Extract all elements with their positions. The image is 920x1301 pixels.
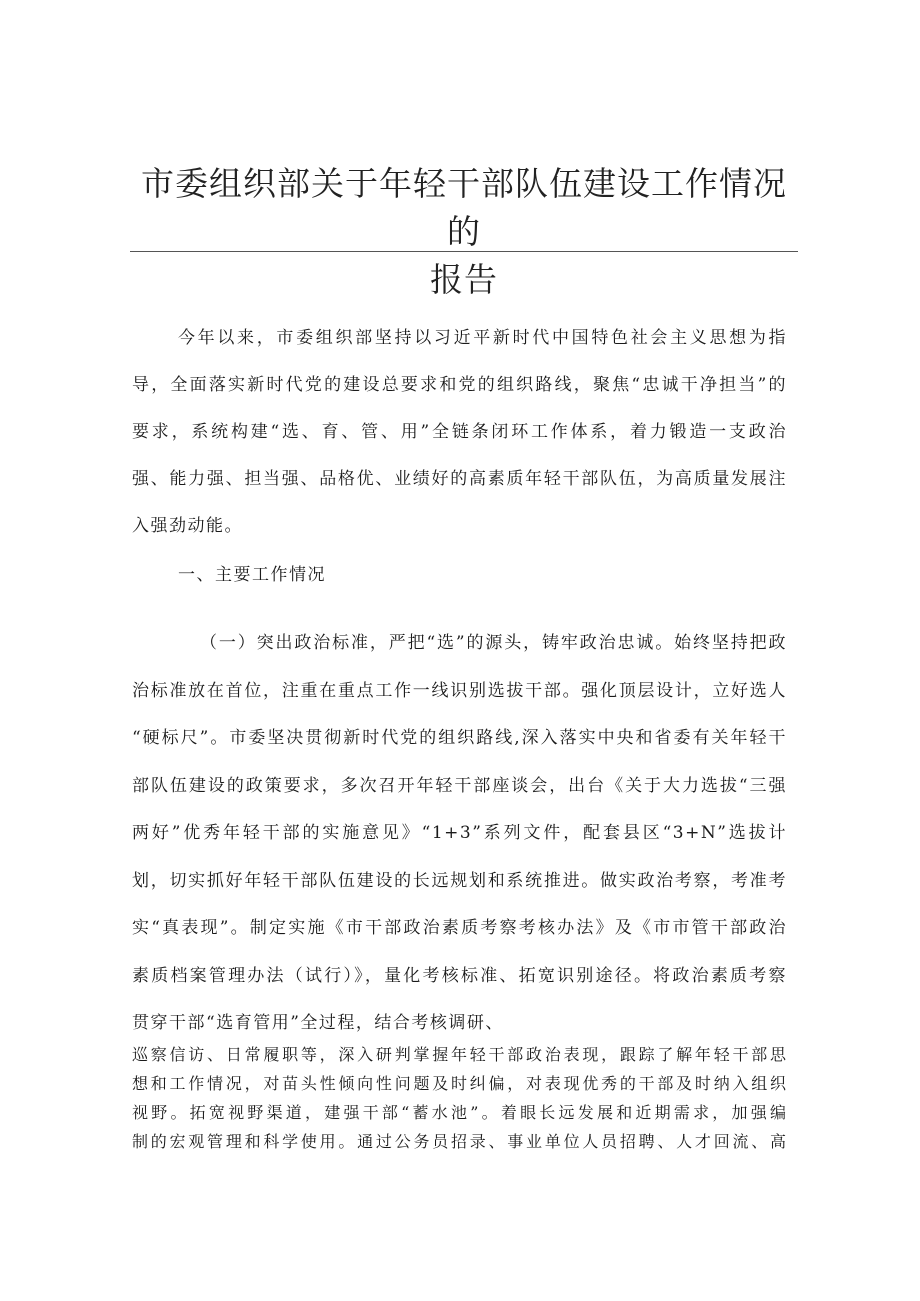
text-line: （一）突出政治标准，严把“选”的源头，铸牢政治忠诚。始终坚持把政 [200, 633, 787, 653]
text-line: 部队伍建设的政策要求，多次召开年轻干部座谈会，出台《关于大力选拔“三强 [132, 775, 787, 796]
text-line: 治标准放在首位，注重在重点工作一线识别选拔干部。强化顶层设计，立好选人 [132, 680, 787, 701]
text-line: 素质档案管理办法（试行）》，量化考核标准、拓宽识别途径。将政治素质考察 [132, 965, 787, 986]
section-heading: 一、主要工作情况 [178, 565, 326, 585]
text-line: 强、能力强、担当强、品格优、业绩好的高素质年轻干部队伍，为高质量发展注 [132, 469, 787, 489]
text-line: 贯穿干部“选育管用”全过程，结合考核调研、 [132, 1013, 504, 1033]
text-line: “硬标尺”。市委坚决贯彻新时代党的组织路线,深入落实中央和省委有关年轻干 [132, 728, 787, 748]
text-line: 想和工作情况，对苗头性倾向性问题及时纠偏，对表现优秀的干部及时纳入组织 [132, 1074, 787, 1093]
text-line: 导，全面落实新时代党的建设总要求和党的组织路线，聚焦“忠诚干净担当”的 [132, 375, 787, 395]
title-line: 报告 [430, 260, 498, 299]
text-line: 要求，系统构建“选、育、管、用”全链条闭环工作体系，着力锻造一支政治 [132, 422, 787, 442]
title-line: 市委组织部关于年轻干部队伍建设工作情况的 [141, 164, 787, 251]
text-line: 两好”优秀年轻干部的实施意见》“1+3”系列文件，配套县区“3+N”选拔计 [132, 823, 787, 843]
continued-paragraph [132, 1040, 787, 1156]
text-line: 划，切实抓好年轻干部队伍建设的长远规划和系统推进。做实政治考察，考准考 [132, 870, 787, 891]
title-divider [130, 251, 798, 252]
text-line: 今年以来，市委组织部坚持以习近平新时代中国特色社会主义思想为指 [178, 328, 787, 348]
document-title [130, 160, 798, 304]
intro-paragraph [132, 315, 787, 550]
text-line: 实“真表现”。制定实施《市干部政治素质考察考核办法》及《市市管干部政治 [132, 918, 787, 938]
text-line: 视野。拓宽视野渠道，建强干部“蓄水池”。着眼长远发展和近期需求，加强编 [132, 1103, 787, 1122]
text-line: 巡察信访、日常履职等，深入研判掌握年轻干部政治表现，跟踪了解年轻干部思 [132, 1045, 787, 1064]
text-line: 入强劲动能。 [132, 516, 243, 536]
section-1-paragraph [132, 620, 787, 1048]
text-line: 制的宏观管理和科学使用。通过公务员招录、事业单位人员招聘、人才回流、高 [132, 1132, 787, 1151]
